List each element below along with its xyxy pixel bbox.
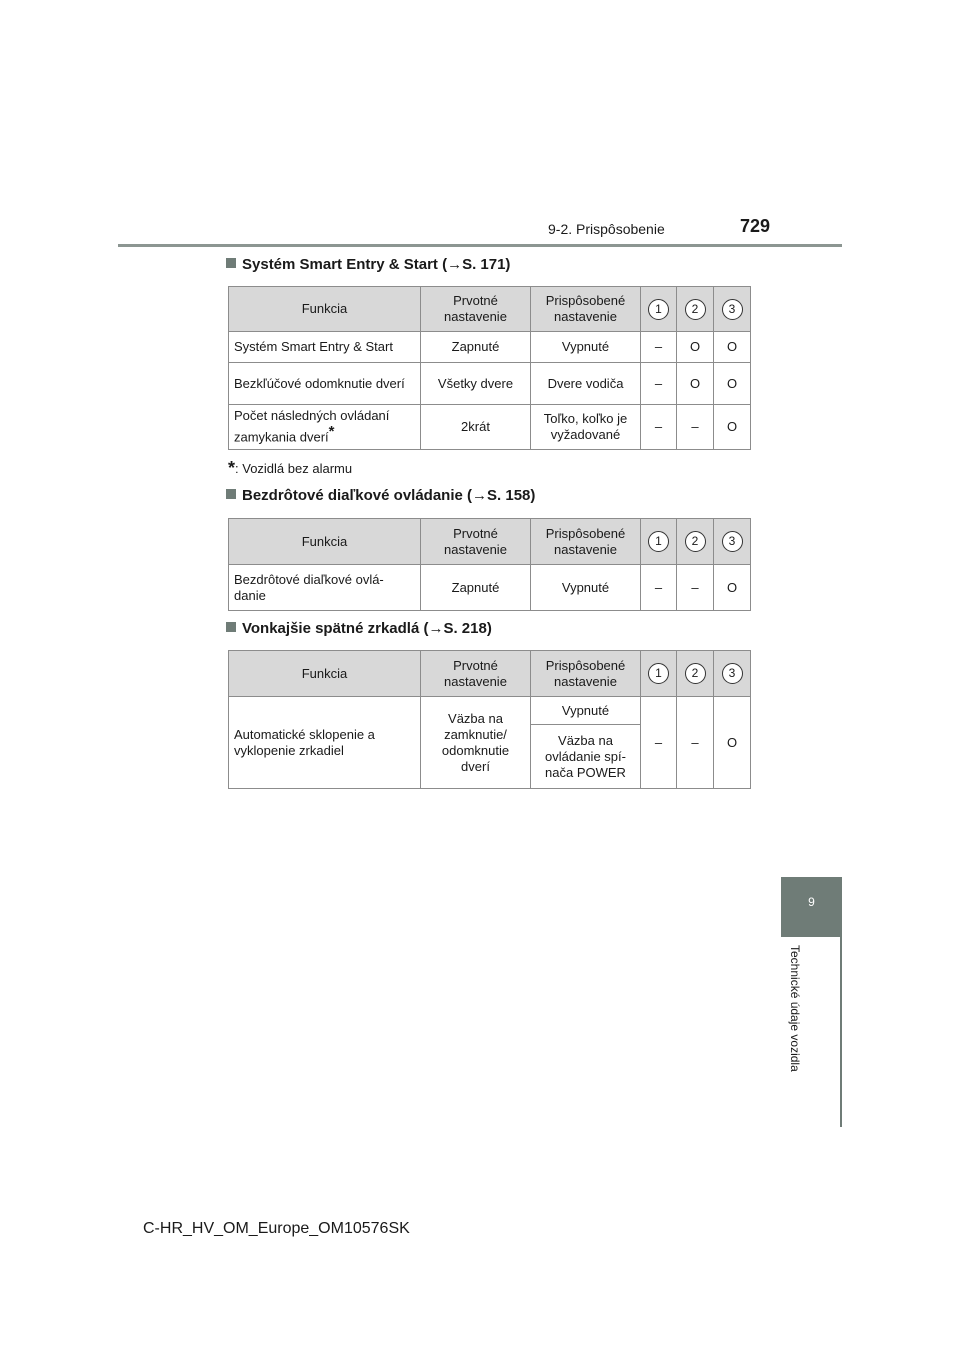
circled-number-2: 2 xyxy=(685,531,706,552)
circled-number-3: 3 xyxy=(722,663,743,684)
square-bullet-icon xyxy=(226,258,236,268)
table-row: Väzba na ovládanie spí-nača POWER xyxy=(229,725,751,789)
table-header-row: Funkcia Prvotné nastavenie Prispôsobené nastavenie 1 2 3 xyxy=(229,519,751,565)
footnote-mark: * xyxy=(328,423,335,441)
chapter-bar xyxy=(840,937,842,1127)
circled-number-2: 2 xyxy=(685,663,706,684)
square-bullet-icon xyxy=(226,489,236,499)
header-function: Funkcia xyxy=(229,287,421,332)
table-header-row: Funkcia Prvotné nastavenie Prispôsobené nastavenie 1 2 3 xyxy=(229,651,751,697)
circled-number-3: 3 xyxy=(722,299,743,320)
circled-number-1: 1 xyxy=(648,663,669,684)
header-col-3 xyxy=(714,287,751,332)
section-title: 9-2. Prispôsobenie xyxy=(548,221,665,237)
table-row: Bezkľúčové odomknutie dverí Všetky dvere Dvere vodiča – O O xyxy=(229,363,751,405)
header-col-1 xyxy=(641,287,677,332)
circled-number-1: 1 xyxy=(648,531,669,552)
chapter-number: 9 xyxy=(808,895,815,909)
header-default: Prvotné nastavenie xyxy=(421,287,531,332)
circled-number-2: 2 xyxy=(685,299,706,320)
mirrors-table xyxy=(228,650,751,789)
square-bullet-icon xyxy=(226,622,236,632)
table-header-row xyxy=(229,287,751,332)
table-row: Počet následných ovládaní zamykania dverí* 2krát Toľko, koľko je vyžadované – – O xyxy=(229,405,751,450)
table-row: Bezdrôtové diaľkové ovlá-danie Zapnuté Vypnuté – – O xyxy=(229,565,751,611)
document-id: C-HR_HV_OM_Europe_OM10576SK xyxy=(143,1220,410,1237)
header-custom: Prispôsobené nastavenie xyxy=(531,287,641,332)
section-heading-remote: Bezdrôtové diaľkové ovládanie (→S. 158) xyxy=(226,487,535,504)
remote-table xyxy=(228,518,751,611)
section-heading-smart-entry: Systém Smart Entry & Start (→S. 171) xyxy=(226,256,510,273)
circled-number-1: 1 xyxy=(648,299,669,320)
header-divider xyxy=(118,244,842,247)
circled-number-3: 3 xyxy=(722,531,743,552)
smart-entry-table xyxy=(228,286,751,450)
footnote: *: Vozidlá bez alarmu xyxy=(228,458,353,478)
table-row: Automatické sklopenie a vyklopenie zrkadiel Väzba na zamknutie/ odomknutie dverí Vypnuté – – O xyxy=(229,697,751,725)
chapter-label: Technické údaje vozidla xyxy=(788,945,802,1072)
header-col-2 xyxy=(677,287,714,332)
table-row: Systém Smart Entry & Start Zapnuté Vypnuté – O O xyxy=(229,332,751,363)
section-heading-mirrors: Vonkajšie spätné zrkadlá (→S. 218) xyxy=(226,620,492,637)
page-number: 729 xyxy=(740,216,771,236)
